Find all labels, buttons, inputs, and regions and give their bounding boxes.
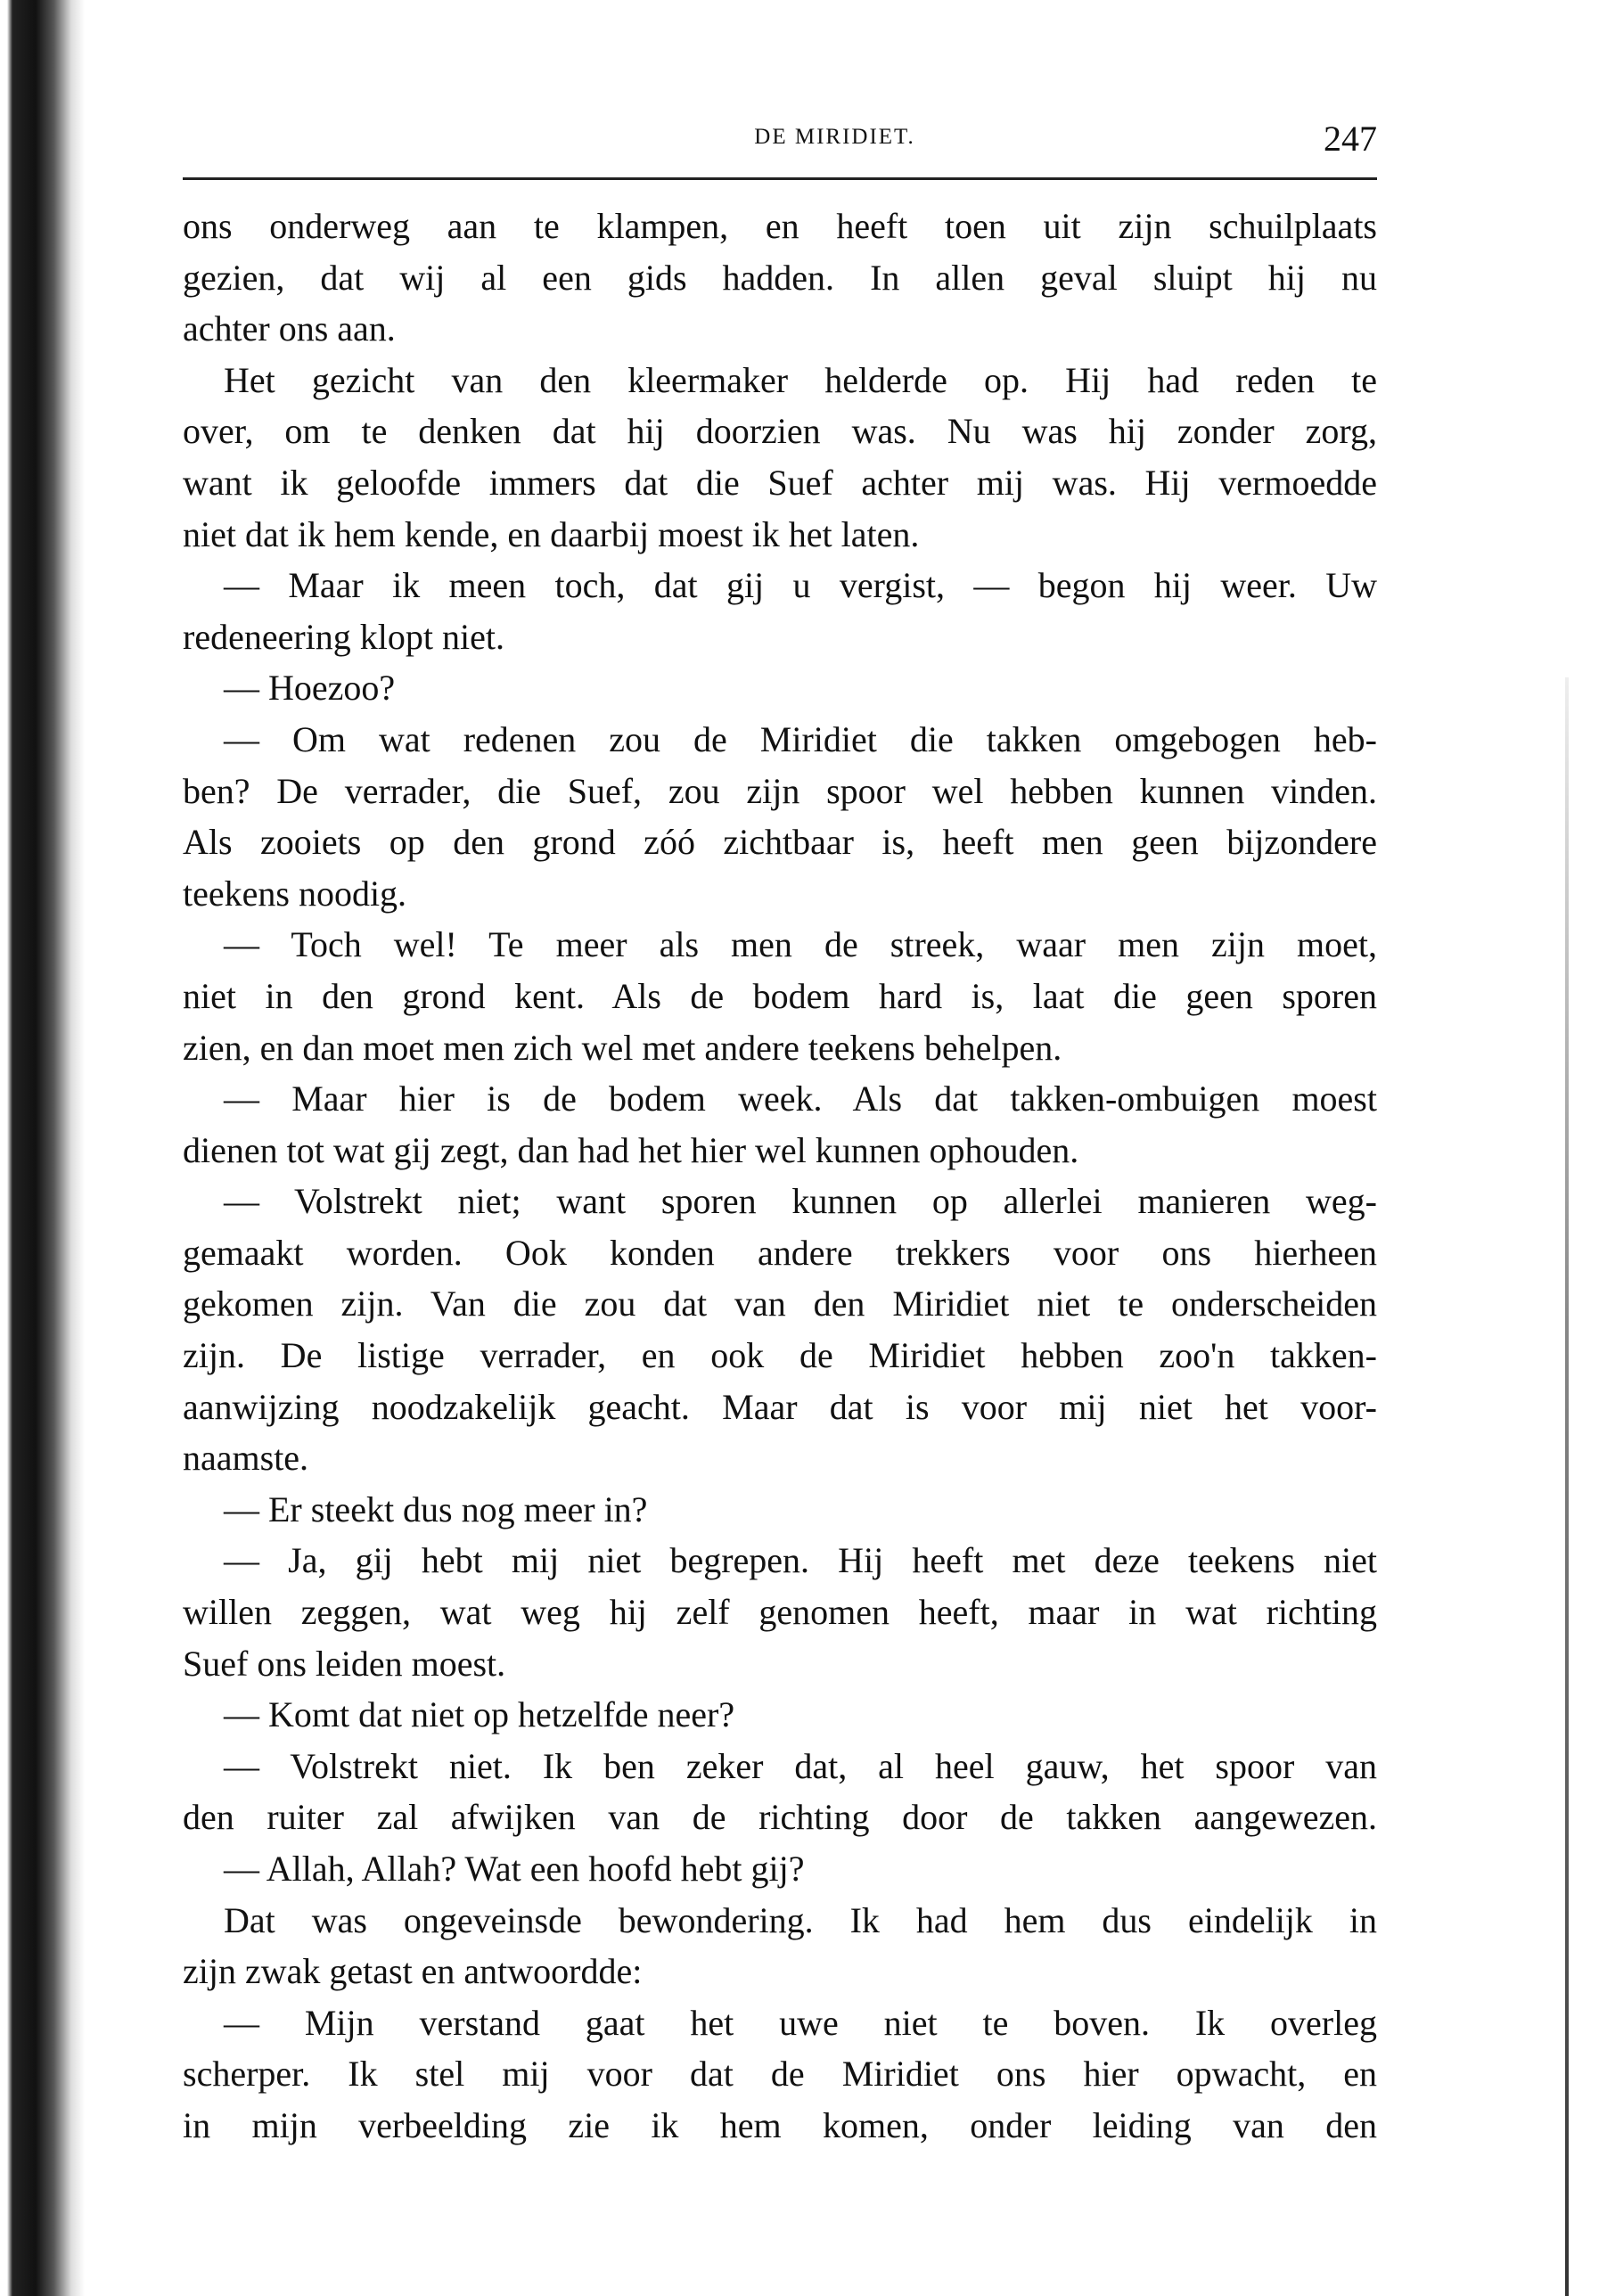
text-line: zijn zwak getast en antwoordde: <box>183 1951 643 1992</box>
text-line: dienen tot wat gij zegt, dan had het hier wel kunnen ophouden. <box>183 1129 1079 1170</box>
text-line: — Hoezoo? <box>224 668 396 709</box>
running-header: DE MIRIDIET. <box>754 125 915 149</box>
text-line: over, om te denken dat hij doorzien was. Nu was hij zonder zorg, <box>183 411 1377 452</box>
text-line: zien, en dan moet men zich wel met andere teekens behelpen. <box>183 1027 1062 1068</box>
text-line: — Mijn verstand gaat het uwe niet te boven. Ik overleg <box>224 2002 1377 2043</box>
text-line: zijn. De listige verrader, en ook de Miridiet hebben zoo'n takken- <box>183 1335 1377 1376</box>
text-line: Dat was ongeveinsde bewondering. Ik had hem dus eindelijk in <box>224 1899 1377 1940</box>
text-line: ons onderweg aan te klampen, en heeft toen uit zijn schuilplaats <box>183 206 1377 246</box>
text-line: in mijn verbeelding zie ik hem komen, onder leiding van den <box>183 2104 1377 2145</box>
book-binding-edge <box>0 0 85 2296</box>
text-line: gemaakt worden. Ook konden andere trekkers voor ons hierheen <box>183 1232 1377 1273</box>
body-text <box>183 201 1377 2152</box>
text-line: Suef ons leiden moest. <box>183 1643 506 1684</box>
text-line: — Er steekt dus nog meer in? <box>224 1488 648 1529</box>
text-line: want ik geloofde immers dat die Suef achter mij was. Hij vermoedde <box>183 462 1377 503</box>
text-line: den ruiter zal afwijken van de richting door de takken aangewezen. <box>183 1797 1377 1838</box>
text-line: — Volstrekt niet. Ik ben zeker dat, al heel gauw, het spoor van <box>224 1745 1377 1786</box>
header-rule <box>183 177 1377 180</box>
text-line: willen zeggen, wat weg hij zelf genomen heeft, maar in wat richting <box>183 1592 1377 1633</box>
page-number: 247 <box>1324 119 1377 159</box>
text-line: — Om wat redenen zou de Miridiet die takken omgebogen heb- <box>224 718 1377 759</box>
text-line: — Ja, gij hebt mij niet begrepen. Hij heeft met deze teekens niet <box>224 1540 1377 1581</box>
text-line: aanwijzing noodzakelijk geacht. Maar dat is voor mij niet het voor- <box>183 1386 1377 1427</box>
text-line: redeneering klopt niet. <box>183 616 504 657</box>
text-line: — Maar hier is de bodem week. Als dat takken-ombuigen moest <box>224 1078 1377 1119</box>
text-line: — Maar ik meen toch, dat gij u vergist, — begon hij weer. Uw <box>224 565 1377 606</box>
text-line: ben? De verrader, die Suef, zou zijn spoor wel hebben kunnen vinden. <box>183 770 1377 811</box>
page-edge-shadow <box>1565 677 1569 2296</box>
text-line: niet dat ik hem kende, en daarbij moest ik het laten. <box>183 513 920 554</box>
text-line: niet in den grond kent. Als de bodem hard is, laat die geen sporen <box>183 975 1377 1016</box>
text-line: — Volstrekt niet; want sporen kunnen op allerlei manieren weg- <box>224 1181 1377 1222</box>
text-line: Als zooiets op den grond zóó zichtbaar is, heeft men geen bijzondere <box>183 822 1377 863</box>
text-line: teekens noodig. <box>183 873 407 914</box>
text-line: achter ons aan. <box>183 308 396 349</box>
text-line: naamste. <box>183 1438 309 1479</box>
text-line: Het gezicht van den kleermaker helderde op. Hij had reden te <box>224 359 1377 400</box>
text-line: — Toch wel! Te meer als men de streek, waar men zijn moet, <box>224 924 1377 965</box>
text-line: — Komt dat niet op hetzelfde neer? <box>224 1694 735 1735</box>
text-line: gekomen zijn. Van die zou dat van den Miridiet niet te onderscheiden <box>183 1283 1377 1324</box>
text-line: — Allah, Allah? Wat een hoofd hebt gij? <box>224 1849 805 1889</box>
text-line: scherper. Ik stel mij voor dat de Miridiet ons hier opwacht, en <box>183 2054 1377 2095</box>
text-line: gezien, dat wij al een gids hadden. In allen geval sluipt hij nu <box>183 257 1377 298</box>
